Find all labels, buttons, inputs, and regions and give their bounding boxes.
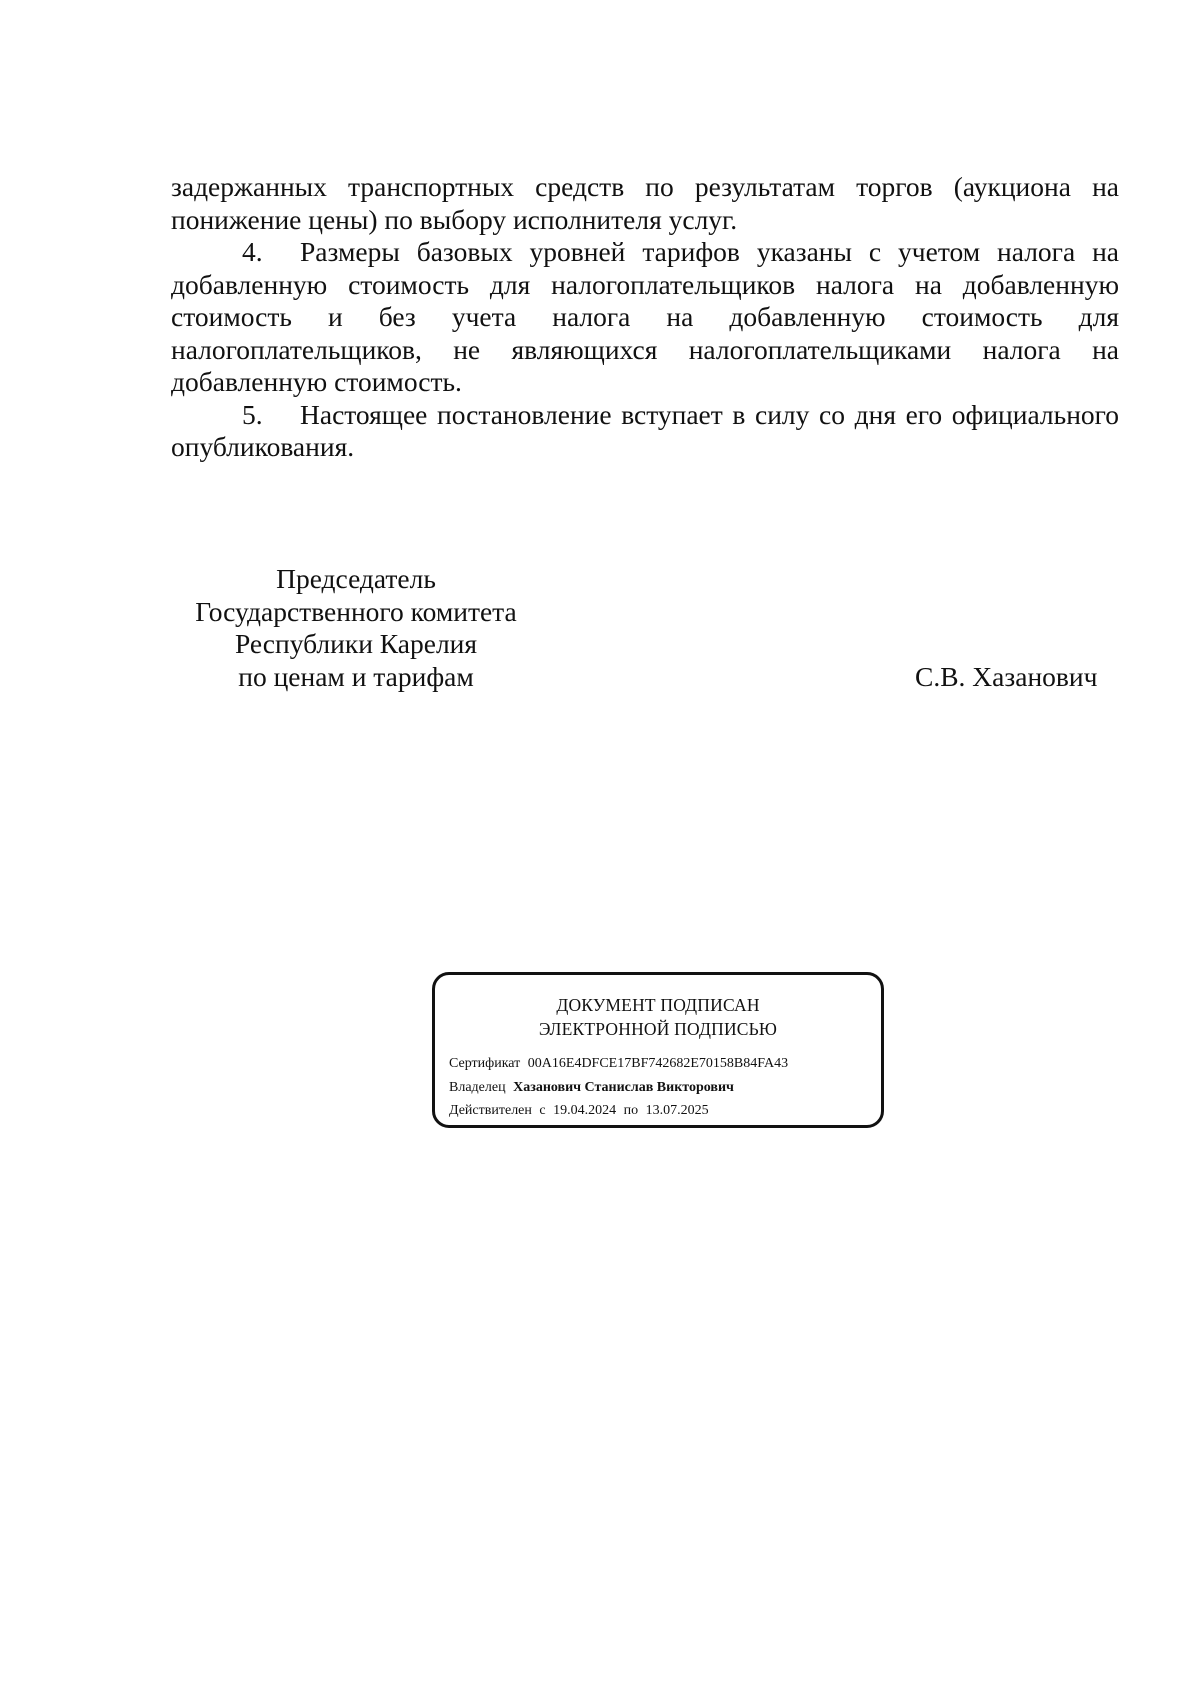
paragraph-item-5 xyxy=(171,399,1119,464)
document-body xyxy=(171,171,1119,464)
stamp-details xyxy=(449,1052,788,1123)
electronic-signature-stamp xyxy=(432,972,884,1128)
item-text: Настоящее постановление вступает в силу со дня его официального опубликования. xyxy=(171,398,1119,462)
validity-label: Действителен xyxy=(449,1103,532,1118)
validity-from: 19.04.2024 xyxy=(553,1103,617,1118)
paragraph-item-4 xyxy=(171,236,1119,399)
item-text: Размеры базовых уровней тарифов указаны с учетом налога на добавленную стоимость для налогоплательщиков налога на добавленную стоимость и без учета налога на добавленную стоимость для налогоплательщиков, не являющихся налогоплательщиками налога на добавленную стоимость. xyxy=(171,236,1119,397)
certificate-row xyxy=(449,1052,788,1076)
validity-to-prefix: по xyxy=(623,1103,639,1118)
validity-row xyxy=(449,1099,788,1123)
stamp-heading-line: ДОКУМЕНТ ПОДПИСАН xyxy=(556,995,760,1015)
signer-name: С.В. Хазанович xyxy=(915,660,1098,692)
certificate-value: 00A16E4DFCE17BF742682E70158B84FA43 xyxy=(527,1056,789,1071)
owner-label: Владелец xyxy=(449,1079,506,1095)
item-number: 5. xyxy=(242,398,263,430)
validity-from-prefix: с xyxy=(539,1103,546,1118)
stamp-heading xyxy=(435,993,881,1041)
validity-to: 13.07.2025 xyxy=(645,1103,709,1118)
owner-value: Хазанович Станислав Викторович xyxy=(513,1079,734,1095)
signer-title-line: по ценам и тарифам xyxy=(238,660,474,692)
paragraph-continuation: задержанных транспортных средств по результатам торгов (аукциона на понижение цены) по выбору исполнителя услуг. xyxy=(171,171,1119,235)
signer-title-line: Председатель xyxy=(276,563,436,594)
item-number: 4. xyxy=(242,236,263,267)
stamp-heading-line: ЭЛЕКТРОННОЙ ПОДПИСЬЮ xyxy=(538,1019,778,1039)
signer-title-line: Государственного комитета xyxy=(195,595,517,627)
certificate-label: Сертификат xyxy=(449,1056,521,1071)
signer-title-line: Республики Карелия xyxy=(234,628,478,659)
signer-title xyxy=(171,563,541,693)
owner-row xyxy=(449,1076,788,1100)
